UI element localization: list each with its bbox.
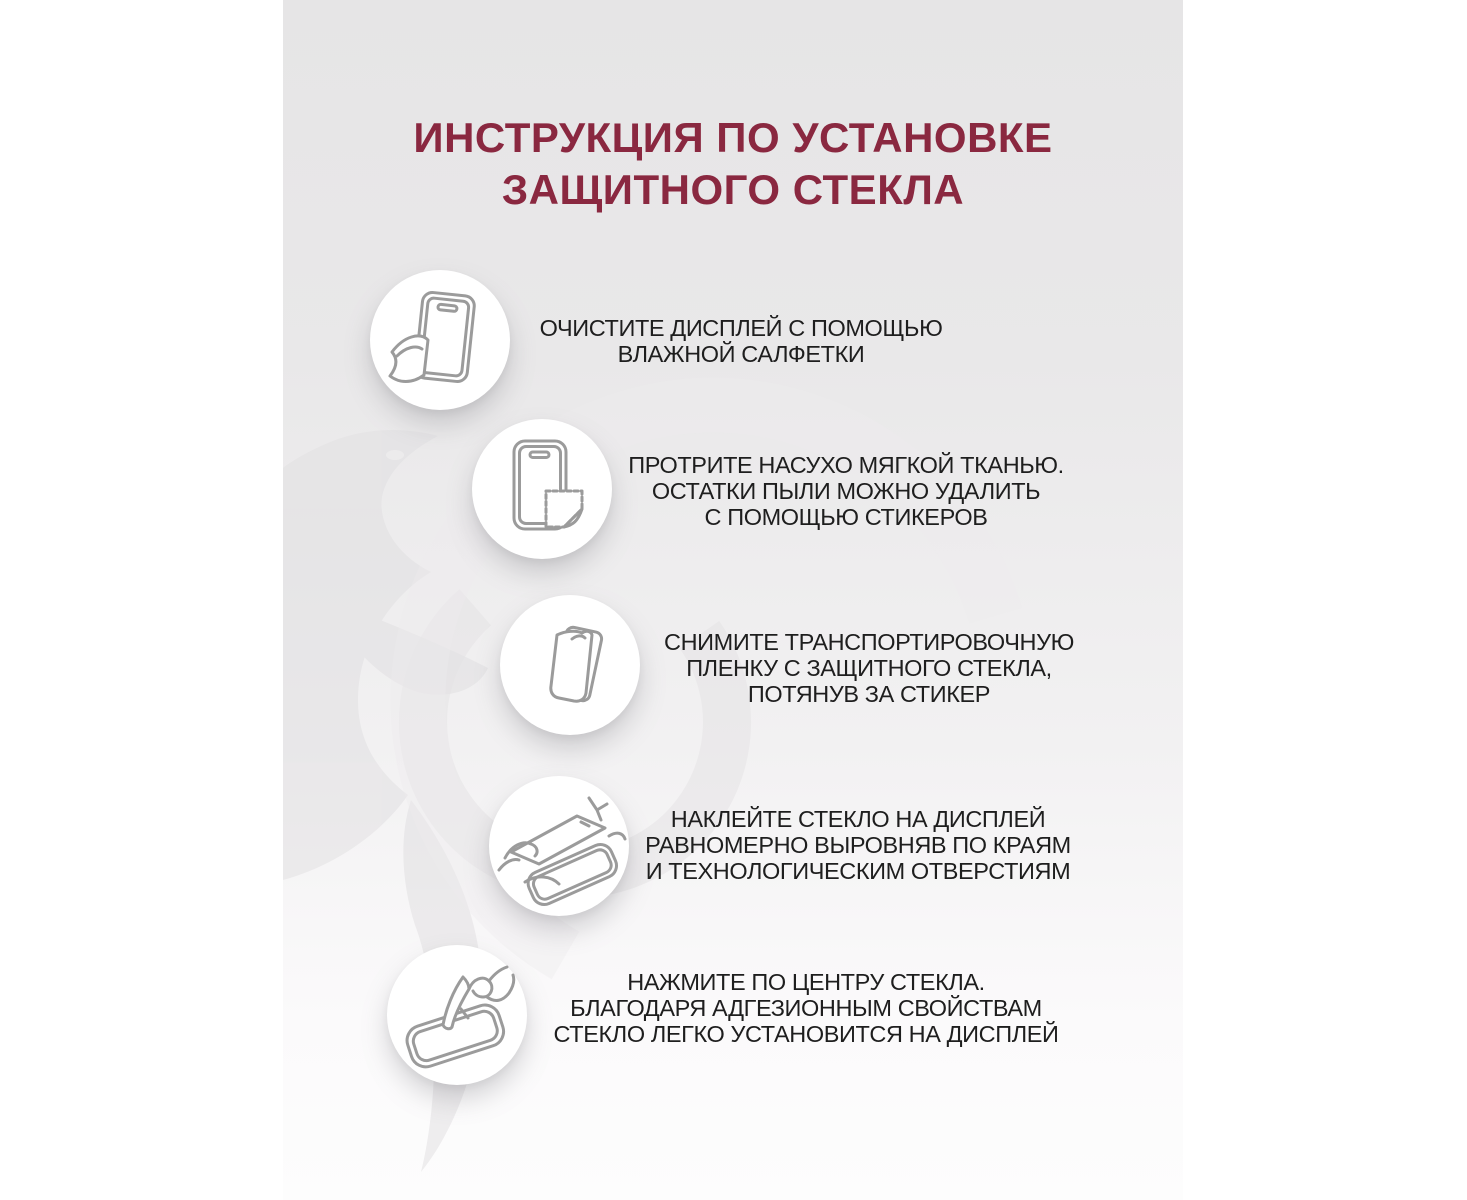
step-3-text: СНИМИТЕ ТРАНСПОРТИРОВОЧНУЮ ПЛЕНКУ С ЗАЩИТНОГО СТЕКЛА, ПОТЯНУВ ЗА СТИКЕР — [664, 629, 1074, 707]
step-5-text: НАЖМИТЕ ПО ЦЕНТРУ СТЕКЛА. БЛАГОДАРЯ АДГЕЗИОННЫМ СВОЙСТВАМ СТЕКЛО ЛЕГКО УСТАНОВИТСЯ НА ДИСПЛЕЙ — [553, 969, 1059, 1047]
step-1-text: ОЧИСТИТЕ ДИСПЛЕЙ С ПОМОЩЬЮ ВЛАЖНОЙ САЛФЕТКИ — [539, 315, 943, 367]
press-glass-center-icon — [389, 947, 525, 1083]
page-title: ИНСТРУКЦИЯ ПО УСТАНОВКЕ ЗАЩИТНОГО СТЕКЛА — [413, 114, 1053, 213]
step-5-icon-circle — [387, 945, 527, 1085]
content-panel — [283, 0, 1183, 1200]
step-4-text: НАКЛЕЙТЕ СТЕКЛО НА ДИСПЛЕЙ РАВНОМЕРНО ВЫРОВНЯВ ПО КРАЯМ И ТЕХНОЛОГИЧЕСКИМ ОТВЕРСТИЯМ — [645, 806, 1071, 884]
step-2-text: ПРОТРИТЕ НАСУХО МЯГКОЙ ТКАНЬЮ. ОСТАТКИ ПЫЛИ МОЖНО УДАЛИТЬ С ПОМОЩЬЮ СТИКЕРОВ — [628, 452, 1064, 530]
